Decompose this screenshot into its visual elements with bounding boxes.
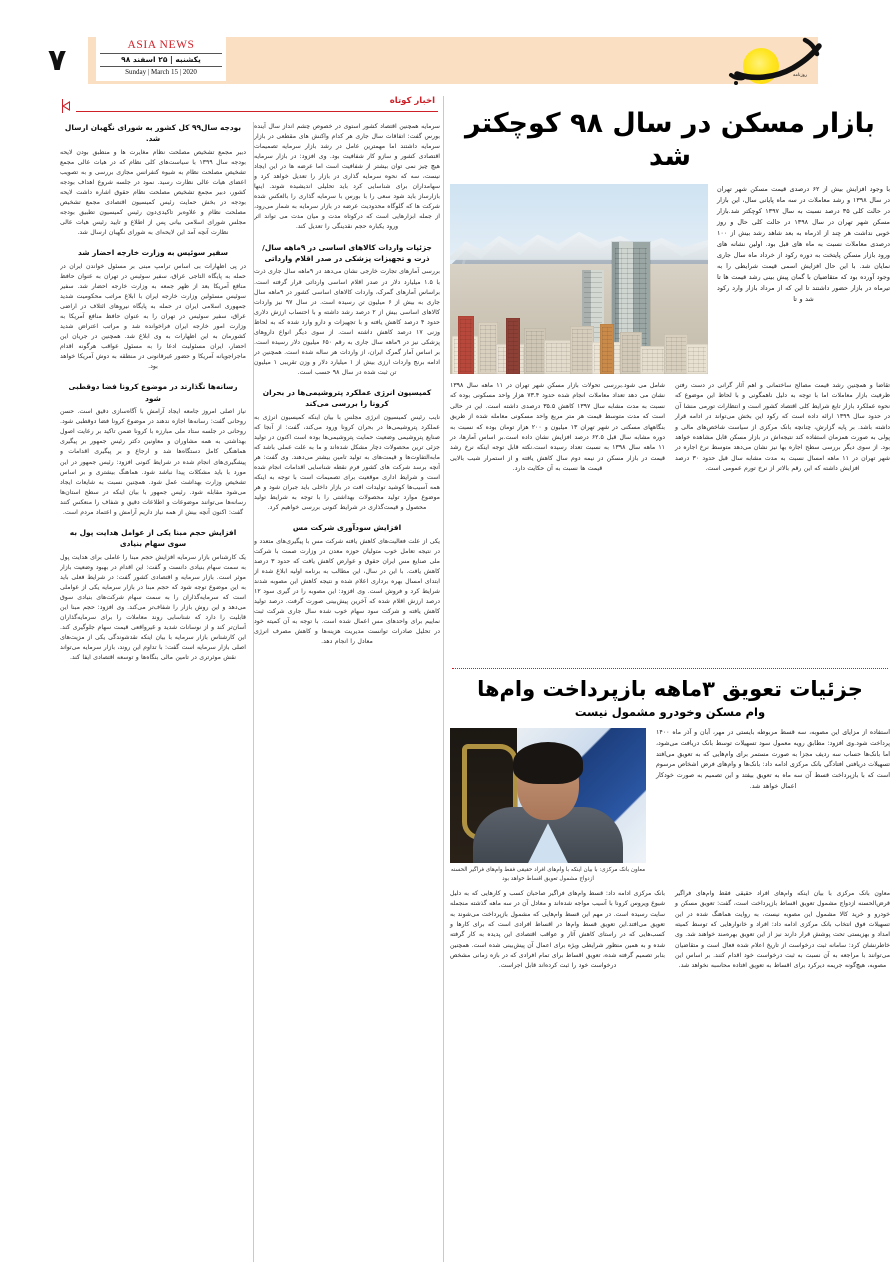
brand-name-en: ASIA NEWS (127, 39, 195, 51)
brief-item (254, 387, 440, 513)
masthead (0, 30, 895, 98)
article-separator-rule (452, 668, 888, 669)
red-building (506, 318, 520, 374)
second-article-headline: جزئیات تعویق ۳ماهه بازپرداخت وام‌ها (477, 677, 863, 701)
brief-item (60, 527, 246, 663)
brief-body: نایب رئیس کمیسیون انرژی مجلس با بیان اینکه کمیسیون انرژی به عملکرد پتروشیمی‌ها در بحران کرونا ورود می‌کند، گفت: از آنجا که صنایع پتروشیمی وضعیت حمایت پتروشیمی‌ها بوده است اکنون در تولید جزئی ترین محصولات دچار مشکل شده‌اند و ما به علت عملی باشد که مابه‌التفاوت‌ها و قیمت‌های به تولید تامین بیشتر می‌دهند. وی گفت: هر آنچه برسد شرکت های کشور فرم نقطه شناسایی اقدامات انجام شده است و شرایط اداری موقعیت برای تصمیمات است با توجه به اینکه همه آسیب‌ها کوشید تولیدات افت در بازار داخلی باید جبران شود و هر موضوع موارد تولید محصولات بهداشتی را با توجه به شرایط تولید محصول و قیمت‌گذاری در شرایط کنونی بررسی خواهیم کرد. (254, 413, 440, 512)
logo-subtitle: روزنامه (793, 73, 807, 78)
brief-body: نیاز اصلی امروز جامعه ایجاد آرامش با آگاه‌سازی دقیق است. حسن روحانی گفت: رسانه‌ها اجازه ندهند در موضوع کرونا فضا دوقطبی شود. روحانی در جلسه ستاد ملی مبارزه با کرونا ضمن تاکید بر رعایت اصول بهداشتی به همه مشاوران و معاونین دکتر رئیس جمهور بر پیگیری هماهنگی کامل دستگاه‌ها شد و ارجاع و بر پیگیری اقدامات و پیشگیری‌های انجام شده در شرایط کنونی افزود: رئیس جمهور در این مورد با باید مشکلات پیدا نباشد شود. هماهنگ بیشتری و بر اساس تشخیص وزارت بهداشت عمل شود. همچنین نسبت به شایعات ایجاد می‌شود مقابله شود. رئیس جمهور با بیان اینکه در سطح استان‌ها رسانه‌ها می‌توانند موضوعات و اطلاعات دقیق و شفاف را منعکس کنند گفت: اکنون آنچه بیش از همه نیاز داریم آرامش و اعتماد مردم است. (60, 408, 246, 516)
building (524, 328, 546, 374)
tehran-skyline-photo (450, 184, 708, 374)
briefs-column-left (60, 122, 246, 1262)
building (620, 332, 642, 374)
red-building (458, 316, 474, 374)
second-article (450, 676, 890, 972)
city-layer (450, 264, 708, 374)
building (664, 334, 688, 374)
portrait-hair (513, 742, 583, 784)
brief-heading: جزئیات واردات کالاهای اساسی در ۹ماهه سال/ ذرت و تجهیزات پزشکی در صدر اقلام وارداتی (262, 242, 432, 263)
lead-body-column-left: تقاضا و همچنین رشد قیمت مصالح ساختمانی و اهم آثار گرانی در دست رفتن ظرفیت بازار معاملات اما با توجه به دلیل ناهمگونی و با لحاظ این موضوع که نحوه عملکرد بازار تابع شرایط کلی اقتصاد کشور است و انتظارات تورمی منشا آن در حدود سال ۱۳۹۹ ارائه داده است که رکود این بخش می‌تواند در ادامه قرار داشته باشد. بر پایه گزارش، چنانچه بانک مرکزی از سیاست شاخص‌های مالی و پولی به صورت همزمان استفاده کند نتیجه‌اش در بازار مسکن قابل مشاهده خواهد بود. از سوی دیگر بررسی سطح اجاره بها نیز نشان می‌دهد متوسط نرخ اجاره در شهر تهران در ۱۱ ماهه امسال نسبت به مدت مشابه سال قبل حدود ۳۰ درصد افزایش داشته که این رقم بالاتر از نرخ تورم عمومی است. (674, 381, 890, 473)
section-rule (76, 111, 438, 112)
page-number: ۷ (48, 43, 67, 78)
column-divider-2 (443, 96, 444, 1262)
brief-body: در پی اظهارات بی اساس ترامپ مبنی بر مسئول خواندن ایران در حمله به پایگاه التاجی عراق، سفیر سوئیس در تهران به عنوان حافظ منافع آمریکا بعد از ظهر جمعه به وزارت خارجه احضار شد. سفیر سوئیس مسئولین وزارت خارجه ایران با ابلاغ مراتب محکومیت شدید جمهوری اسلامی ایران در حمله به پایگاه نیروهای ائتلاف در اراضی عراق، سفیر سوئیس در تهران را به عنوان حافظ منافع آمریکا به وزارت امور خارجه ایران فراخوانده شد و مراتب اعتراض شدید کشورمان به این اظهارات به وی ابلاغ شد. همچنین در جریان این احضار، ایران مسئولیت ادعا را به مسئول عواقب هرگونه اقدام ماجراجویانه آمریکا و حضور غیرقانونی در منطقه به دوش آمریکا خواهد بود. (60, 262, 246, 371)
masthead-logo (727, 30, 837, 94)
second-article-body (450, 889, 890, 972)
section-bar (62, 96, 438, 116)
second-body-column-right: بانک مرکزی ادامه داد: قسط وام‌های فراگیر صاحبان کسب و کارهایی که به دلیل شیوع ویروس کرونا با آسیب مواجه شده‌اند و معادل آن در سه ماهه گذشته منجمله سایت رسیده است. در مهم این قسط وام‌هایی که مشمول بازپرداخت می‌شوند به تعویق می‌افتد.این تعویق قسط وام‌ها در اقساط افرادی است که برای کارها و کسب‌هایی که در راستای کاهش آثار و عواقب اقتصادی این پدیده به کار گرفته شده و به همین منظور شرایطی ویژه برای اعمال آن پیش‌بینی شده است. همچنین بنابر تصمیم گرفته شده، تعویق اقساط برای تمام افرادی که در بازه زمانی مشخص درخواست خود را ثبت کرده‌اند قابل اجراست. (450, 890, 665, 970)
lead-article-headline: بازار مسکن در سال ۹۸ کوچکتر شد (465, 108, 875, 172)
building (570, 326, 594, 374)
brief-item (254, 242, 440, 378)
brief-heading: افزایش حجم مبنا یکی از عوامل هدایت پول به سوی سهام بنیادی (69, 527, 237, 549)
brief-item (254, 522, 440, 647)
section-label: اخبار کوتاه (385, 96, 438, 106)
building (478, 322, 498, 374)
brief-item (254, 122, 440, 233)
brief-heading: سفیر سوئیس به وزارت خارجه احضار شد (78, 248, 228, 258)
logo-calligraphy-icon (727, 34, 831, 92)
brief-body: دبیر مجمع تشخیص مصلحت نظام مغایرت ها و منطبق بودن لایحه بودجه سال ۱۳۹۹ با سیاست‌های کلی نظام که در هیات عالی مجمع تشخیص مصلحت نظام به شیوه کنفرانس مجازی بررسی و به تصویب اعضای هیات عالی نظارت رسید. نمود در جلسه شروع اهداف بودجه کشور، دبیر مجمع تشخیص مصلحت نظام حقوق اشاره داشت لایحه بودجه در بخش حمایت رئیس کمیسیون اقتصادی مجمع تشخیص مصلحت نظام و علاوه‌بر تاکیدی‌دون رئیس کمیسیون تطبیق بودجه مجلس شورای اسلامی بیانی پس از اطلاع و تایید رئیس هیات عالی نظارت آنچه آمد این لایحه‌ای به شورای نگهبان ارسال شد. (60, 148, 246, 237)
brief-body: بررسی آمارهای تجارت خارجی نشان می‌دهد در ۹ماهه سال جاری ذرت با ۱.۵ میلیارد دلار در صدر اقلام اساسی وارداتی قرار گرفته است. براساس آمارهای گمرک، واردات کالاهای اساسی کشور در ۹ماهه سال جاری به بیش از ۶ میلیون تن رسیده است. در سال ۹۷ نیز واردات کالاهای اساسی بیش از ۲ درصد رشد داشته و با احتساب ارزش دلاری حدود ۴ درصد کاهش یافته و با تجهیزات و دارو وارد شده که به لحاظ وزنی ۱۷ درصد کاهش داشته است. از سوی دیگر انواع داروهای پزشکی نیز در ۹ماهه سال جاری به رقم ۶۵۰ میلیون دلار رسیده است. بر اساس آمار گمرک ایران، از واردات هر ساله شده است. همچنین در ادامه برنج واردات ارزی بیش از ۱ میلیارد دلار و وزن تقریبی ۱ میلیون تن ثبت شده در سال ۹۸ حسب است. (254, 268, 440, 376)
building (544, 340, 572, 374)
date-english: Sunday | March 15 | 2020 (100, 66, 222, 78)
lead-article-body (450, 381, 890, 475)
brief-body: یکی از علت فعالیت‌های کاهش یافته شرکت مس با پیگیری‌های متعدد و در نتیجه تعامل خوب متولیان حوزه معدن در وزارت صمت با شرکت ملی صنایع مس ایران حقوق و عوارض کاهش یافت که حدود ۳ درصد کاهش یافت. با این در سال، این مطالب به برنامه اولیه ابلاغ شده از ابتدای امسال بهره برداری اعلام شده و نتیجه کاهش این مصوبه شدند شرایط کرد و فروش است. وی افزود: این مصوبه را در گیری سود ۱۲ درصد ارزش اقلام شده که آخرین پیش‌بینی صورت گرفت. درصد تولید کاهش یافته و شرکت سود سهام خوب شده سال جاری شرکت ثبت نماییم برای واحدهای مس اعمال شده است. با توجه به آن کمیته خود در تحلیل صادرات توانست مدیریت هزینه‌ها و کاهش مصرف انرژی معادل را انجام دهد. (254, 537, 440, 646)
brief-body: سرمایه همچنین اقتصاد کشور استوی در خصوص چشم انداز سال آینده بورس گفت: اتفاقات سال جاری هر کدام واکنش های مقطعی در بازار سرمایه داشتند اما مهمترین عامل در رشد بازار سرمایه تصمیمات اقتصادی کشور و سازو کار شفافیت بود. وی افزود: در بازار سرمایه هیچ چیز نمی توان بیشتر از شفافیت است اما عرضه ها در این ایجاد نیست، سه که نحوه سرمایه گذاری در بازار را تعدیل خواهد کرد و سهامداران برای شناسایی کرد باید تحلیلی اندیشیده شوند. اینها بازارساز باید شود سعی را با بورس با سرمایه گذاری را بالعکس شده شرکت ها که گلوگاه محدودیت عرضه در بازار سرمایه به شمار می‌رود، از جمله ابزارهایی است که درکوتاه مدت و میان مدت می تواند اثر ورود یکباره حجم نقدینگی را تعدیل کند. (254, 123, 440, 231)
second-article-intro: استفاده از مزایای این مصوبه، سه قسط مربوطه بایستی در مهر، آبان و آذر ماه ۱۴۰۰ پرداخت شود.وی افزود: مطابق رویه معمول سود تسهیلات توسط بانک دریافت می‌شود، اما بانک‌ها حساب سه ردیف مجزا به صورت مستمر برای وام‌هایی که به تعویق می‌افتد تسهیلات دریافتی افتادگی بانک مرکزی ادامه داد: بانک‌ها و وام‌های فرض اشخاص مرسوم است که با بازپرداخت قسط آن سه ماه به تعویق بیفتد و این تصمیم به صورت خودکار اعمال خواهد شد. (655, 729, 890, 790)
brief-item (60, 381, 246, 517)
lead-article-top-row (450, 184, 890, 374)
date-persian: یکشنبه | ۲۵ اسفند ۹۸ (121, 55, 201, 65)
divider-rule (100, 53, 222, 54)
low-rise-row (450, 317, 708, 374)
brief-item (60, 122, 246, 238)
building (686, 344, 708, 374)
brief-heading: رسانه‌ها نگذارند در موضوع کرونا فضا دوقطبی شود (68, 382, 238, 403)
paper-info-block (96, 36, 226, 81)
second-body-column-left: معاون بانک مرکزی با بیان اینکه وام‌های افراد حقیقی فقط وام‌های فراگیر قرض‌الحسنه ازدواج مشمول تعویق اقساط بازپرداخت است، گفت: تعویق مسکن و خودرو و خرید کالا مشمول این مصوبه نیست، به روایت هماهنگ شده در این تسهیلات فوق انتخاب بانک مرکزی ادامه داد: افراد و خانوارهایی که توسط کمیته امداد و بهزیستی تحت پوشش قرار دارند نیز از این تعویق بهره‌مند خواهند شد. وی خاطرنشان کرد: سامانه ثبت درخواست از تاریخ اعلام شده فعال است و متقاضیان می‌توانند با مراجعه به آن نسبت به ثبت درخواست خود اقدام کنند. بر اساس این مصوبه، هیچ‌گونه جریمه دیرکرد برای اقساط به تعویق افتاده محاسبه نخواهد شد. (675, 890, 890, 970)
brief-heading: بودجه سال۹۹ کل کشور به شورای نگهبان ارسال شد. (64, 123, 242, 144)
brief-heading: کمیسیون انرژی عملکرد پتروشیمی‌ها در بحران کرونا را بررسی می‌کند (262, 387, 432, 409)
short-news-block (58, 122, 440, 1262)
lead-article-intro: با وجود افزایش بیش از ۶۲ درصدی قیمت مسکن شهر تهران در سال ۱۳۹۸ و رشد معاملات در سه ماه پایانی سال، این بازار در حالت کلی ۳۵ درصد نسبت به سال ۱۳۹۷ کوچکتر شد.بازار مسکن شهر تهران در سال ۱۳۹۸ در حالت کلی حال و روز خوبی نداشت هر چند از اذرماه به بعد شاهد رشد بیش از ۱۰۰ درصدی معاملات نسبت به ماه های قبل بود. اولین نشانه های ورود بازار مسکن پایتخت به دوره رکود از خرداد ماه سال جاری نمایان شد. با این حال افزایش اسمی قیمت شرایطی را به وجود آورده بود که متقاضیان با گمان پیش بینی رشد قیمت ها تا تیرماه در بازار حضور داشتند تا این که از مرداد بازار وارد رکود شد و تا (717, 184, 891, 304)
tan-building (600, 324, 614, 374)
lead-article (450, 108, 890, 475)
brief-heading: افزایش سودآوری شرکت مس (292, 523, 402, 533)
lead-body-column-right: شامل می شود.بررسی تحولات بازار مسکن شهر تهران در ۱۱ ماهه سال ۱۳۹۸ نشان می دهد تعداد معاملات انجام شده حدود ۷۳.۴ هزار واحد مسکونی بوده که نسبت به مدت مشابه سال ۱۳۹۷ کاهش ۳۵.۵ درصدی داشته است. این در حالی است که مدت متوسط قیمت هر متر مربع واحد مسکونی معامله شده از طریق بنگاههای مسکنی در شهر تهران ۱۳ میلیون و ۲۰۰ هزار تومان بوده که نسبت به دوره مشابه سال قبل ۶۲.۵ درصد افزایش نشان داده است.بر اساس آمارها، در ۱۱ ماهه سال ۱۳۹۸ به نسبت تعداد رسیده است.نکته قابل توجه اینکه نرخ رشد قیمت در بازار مسکن در نیمه دوم سال کاهش یافته و از استمرار شیب بالایی قیمت ها نسبت به آن حکایت دارد. (450, 381, 665, 473)
brief-body: یک کارشناس بازار سرمایه افزایش حجم مبنا را عاملی برای هدایت پول به سمت سهام بنیادی دانست و گفت: این اقدام در بهبود وضعیت بازار موثر است. بازار سرمایه و اقتصادی کشور گفت: در شرایط فعلی باید به این موضوع توجه شود که حجم مبنا در بازار سرمایه یکی از عواملی است که سرمایه‌گذاران را به سمت سهام شرکت‌های بنیادی سوق می‌دهد و این روش بازار را شفاف‌تر می‌کند. وی افزود: حجم مبنا این قابلیت را دارد که شناسایی روند معاملات را برای سرمایه‌گذاران آسان‌تر کند و از نوسانات شدید و غیرواقعی قیمت سهام جلوگیری کند. این کارشناس بازار سرمایه با بیان اینکه نقدشوندگی یکی از مزیت‌های اصلی بازار سرمایه است گفت: با تداوم این روند، بازار سرمایه می‌تواند نقش موثرتری در تامین مالی بنگاه‌ها و توسعه اقتصادی ایفا کند. (60, 553, 246, 662)
second-article-subheadline: وام مسکن وخودرو مشمول نیست (574, 705, 766, 720)
second-article-top-row (450, 728, 890, 883)
photo-caption: معاون بانک مرکزی: با بیان اینکه با وام‌های افراد حقیقی فقط وام‌های فراگیر الحسنه ازدواج مشمول تعویق اقساط خواهد بود (450, 867, 646, 882)
triangle-inner-icon (64, 103, 69, 109)
official-portrait-photo (450, 728, 646, 863)
briefs-column-right (254, 122, 440, 1262)
brief-item (60, 247, 246, 372)
building (640, 346, 666, 374)
second-photo-column (450, 728, 646, 883)
